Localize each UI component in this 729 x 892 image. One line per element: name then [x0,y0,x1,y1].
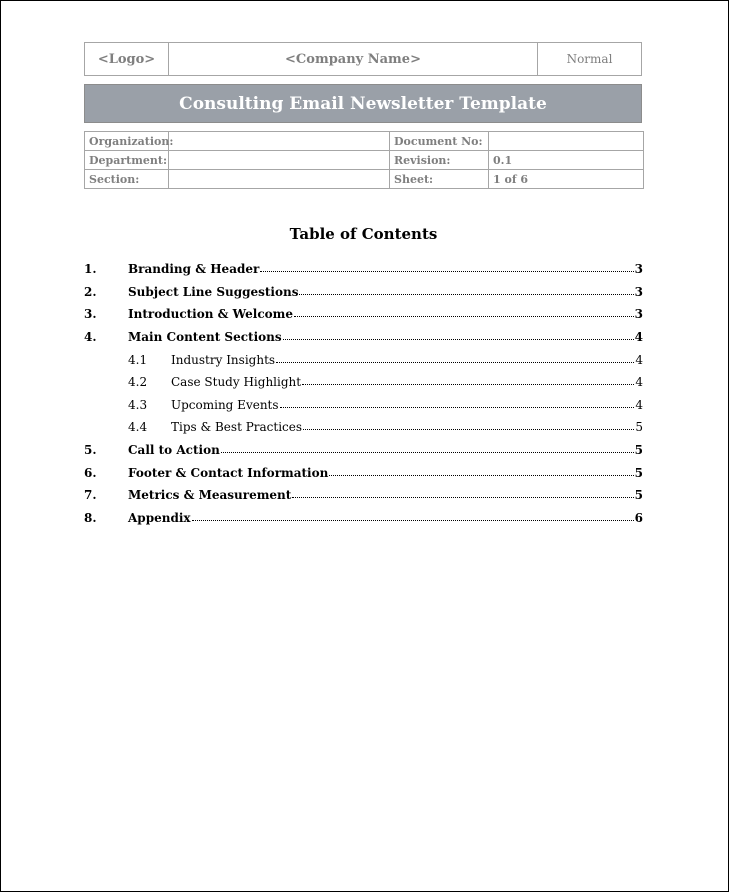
document-info-table [84,131,644,189]
info-row [85,132,644,151]
department-value [169,151,390,170]
toc-entry-number: 8. [84,511,97,525]
document-header [84,42,642,76]
toc-entry-number: 2. [84,285,97,299]
toc-entry[interactable] [84,439,643,457]
toc-entry-number: 1. [84,262,97,276]
organization-value [169,132,390,151]
toc-entry-page: 4 [635,375,643,389]
toc-entry-page: 5 [634,488,643,502]
document-no-value [489,132,644,151]
toc-entry-page: 4 [635,398,643,412]
toc-leader-dots [302,383,634,385]
section-value [169,170,390,189]
toc-entry-number: 4. [84,330,97,344]
info-row [85,170,644,189]
toc-entry-number: 5. [84,443,97,457]
toc-entry-page: 6 [634,511,643,525]
toc-entry-number: 7. [84,488,97,502]
toc-entry-label: Metrics & Measurement [128,488,292,502]
toc-entry[interactable] [84,349,643,367]
sheet-value: 1 of 6 [489,170,644,189]
toc-entry-number: 4.2 [128,375,148,389]
toc-leader-dots [294,315,634,317]
toc-entry-label: Footer & Contact Information [128,466,329,480]
toc-entry[interactable] [84,507,643,525]
revision-label: Revision: [390,151,489,170]
document-no-label: Document No: [390,132,489,151]
toc-entry[interactable] [84,326,643,344]
toc-entry-label: Main Content Sections [128,330,282,344]
toc-entry[interactable] [84,484,643,502]
toc-entry-page: 5 [634,443,643,457]
toc-leader-dots [260,270,633,272]
toc-entry-label: Branding & Header [128,262,260,276]
toc-entry[interactable] [84,462,643,480]
toc-entry-number: 4.1 [128,353,148,367]
toc-entry-page: 4 [634,330,643,344]
toc-entry[interactable] [84,371,643,389]
toc-leader-dots [192,519,634,521]
toc-leader-dots [221,451,634,453]
info-row [85,151,644,170]
department-label: Department: [85,151,169,170]
toc-entry-page: 3 [634,285,643,299]
toc-entry[interactable] [84,281,643,299]
toc-entry-page: 5 [635,420,643,434]
toc-leader-dots [292,496,633,498]
toc-entry-label: Call to Action [128,443,220,457]
toc-leader-dots [283,338,634,340]
toc-entry-number: 3. [84,307,97,321]
toc-leader-dots [299,293,633,295]
toc-entry[interactable] [84,394,643,412]
style-label: Normal [566,52,613,66]
toc-leader-dots [276,361,634,363]
toc-title: Table of Contents [289,225,438,243]
toc-entry-label: Tips & Best Practices [171,420,303,434]
sheet-label: Sheet: [390,170,489,189]
toc-entry[interactable] [84,258,643,276]
toc-entry-page: 4 [635,353,643,367]
toc-entry[interactable] [84,416,643,434]
toc-entry-page: 5 [634,466,643,480]
toc-entry-page: 3 [634,262,643,276]
toc-entry-number: 4.3 [128,398,148,412]
logo-placeholder: <Logo> [85,43,169,75]
toc-entry-number: 6. [84,466,97,480]
toc-entry-label: Appendix [128,511,191,525]
toc-entry-label: Introduction & Welcome [128,307,293,321]
toc-entry-label: Case Study Highlight [171,375,302,389]
toc-entry-page: 3 [634,307,643,321]
toc-leader-dots [303,428,634,430]
toc-entry-label: Industry Insights [171,353,276,367]
document-title: Consulting Email Newsletter Template [84,84,642,123]
organization-label: Organization: [85,132,169,151]
revision-value: 0.1 [489,151,644,170]
toc-entry-number: 4.4 [128,420,148,434]
toc-leader-dots [329,474,633,476]
toc-entry-label: Upcoming Events [171,398,279,412]
toc-entry[interactable] [84,303,643,321]
company-name: <Company Name> [169,43,538,75]
section-label: Section: [85,170,169,189]
toc-entry-label: Subject Line Suggestions [128,285,299,299]
toc-leader-dots [280,406,635,408]
